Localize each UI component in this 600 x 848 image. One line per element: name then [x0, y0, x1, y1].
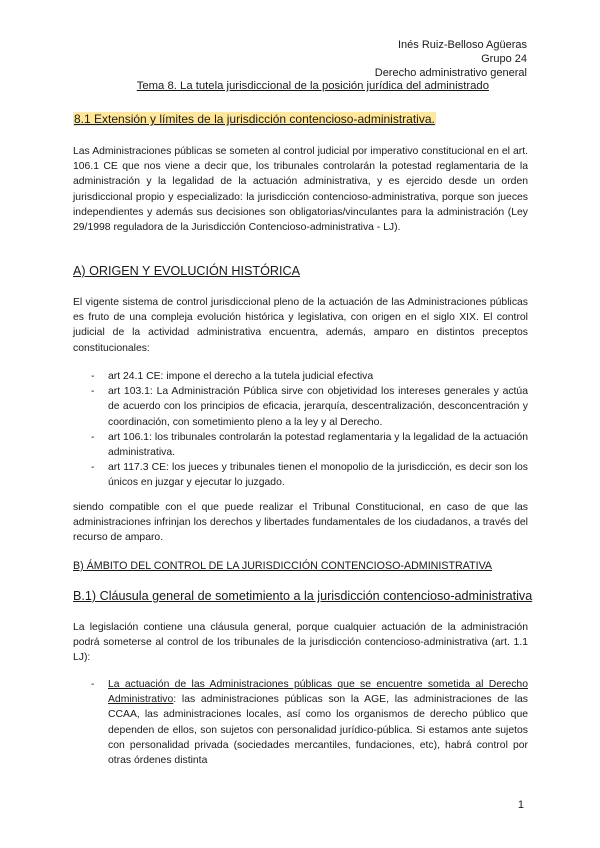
list-item-text: art 106.1: los tribunales controlarán la potestad reglamentaria y la legalidad de la actuación administrativa. [108, 431, 528, 459]
section-b1-paragraph: La legislación contiene una cláusula general, porque cualquier actuación de la administración podrá someterse al control de los tribunales de la jurisdicción contencioso-administrativa (art. 1.1 LJ): [73, 622, 528, 664]
page-number: 1 [517, 799, 524, 811]
header-author: Inés Ruiz-Belloso Agüeras [397, 39, 527, 51]
list-marker: - [91, 386, 95, 398]
list-item-text: art 24.1 CE: impone el derecho a la tutela judicial efectiva [108, 371, 374, 382]
list-item [91, 369, 528, 384]
list-item-rest-text: : las administraciones públicas son la AGE, las administraciones de las CCAA, las administraciones locales, así como los organismos de derecho público que dependen de ellos, son sujetos con personalidad jurídico-pública. Si estamos ante sujetos con personalidad privada (sociedades mercantiles, fundaciones, etc), habrá control por otras órdenes distinta [108, 694, 528, 767]
header-group: Grupo 24 [481, 53, 527, 65]
list-item [91, 430, 528, 460]
list-item [91, 460, 528, 490]
section-b1-list-item [91, 677, 528, 768]
section-8-1-paragraph: Las Administraciones públicas se someten al control judicial por imperativo constitucional en el art. 106.1 CE que nos viene a decir que, los tribunales controlarán la potestad reglamentaria de la administración y la legalidad de la actuación administrativa, y es ejercido desde un orden jurisdiccional propio y especializado: la jurisdicción contencioso-administrativa, porque son jueces independientes y además sus decisiones son obligatorias/vinculantes para la administración (Ley 29/1998 reguladora de la Jurisdicción Contencioso-administrativa - LJ). [73, 146, 528, 234]
constitutional-articles-list [91, 369, 528, 491]
topic-title: Tema 8. La tutela jurisdiccional de la posición jurídica del administrado [136, 80, 489, 92]
list-item [91, 384, 528, 430]
section-a-heading: A) ORIGEN Y EVOLUCIÓN HISTÓRICA [73, 264, 300, 278]
section-b1-heading: B.1) Cláusula general de sometimiento a la jurisdicción contencioso-administrativa [73, 589, 533, 603]
header-subject: Derecho administrativo general [374, 67, 527, 79]
section-8-1-heading: 8.1 Extensión y límites de la jurisdicción contencioso-administrativa. [74, 112, 435, 126]
list-item-text: art 117.3 CE: los jueces y tribunales tienen el monopolio de la jurisdicción, es decir son los únicos en juzgar y ejecutar lo juzgado. [108, 462, 528, 489]
list-item-text [91, 677, 528, 768]
section-b-heading: B) ÁMBITO DEL CONTROL DE LA JURISDICCIÓN CONTENCIOSO-ADMINISTRATIVA [73, 560, 493, 572]
section-a-closing-paragraph: siendo compatible con el que puede realizar el Tribunal Constitucional, en caso de que las administraciones infrinjan los derechos y libertades fundamentales de los ciudadanos, a través del recurso de amparo. [73, 502, 528, 544]
section-a-paragraph: El vigente sistema de control jurisdiccional pleno de la actuación de las Administraciones públicas es fruto de una compleja evolución histórica y legislativa, con origen en el siglo XIX. El control judicial de la actividad administrativa encuentra, además, amparo en distintos preceptos constitucionales: [73, 297, 528, 354]
list-marker: - [91, 431, 95, 443]
list-item-underlined-text: La actuación de las Administraciones públicas que se encuentre sometida al Derecho Administrativo [108, 679, 528, 706]
list-marker: - [91, 462, 95, 474]
list-marker: - [91, 679, 95, 690]
list-item-text: art 103.1: La Administración Pública sirve con objetividad los intereses generales y actúa de acuerdo con los principios de eficacia, jerarquía, descentralización, desconcentración y coordinación, con sometimiento pleno a la ley y al Derecho. [108, 386, 528, 428]
list-marker: - [91, 371, 95, 382]
